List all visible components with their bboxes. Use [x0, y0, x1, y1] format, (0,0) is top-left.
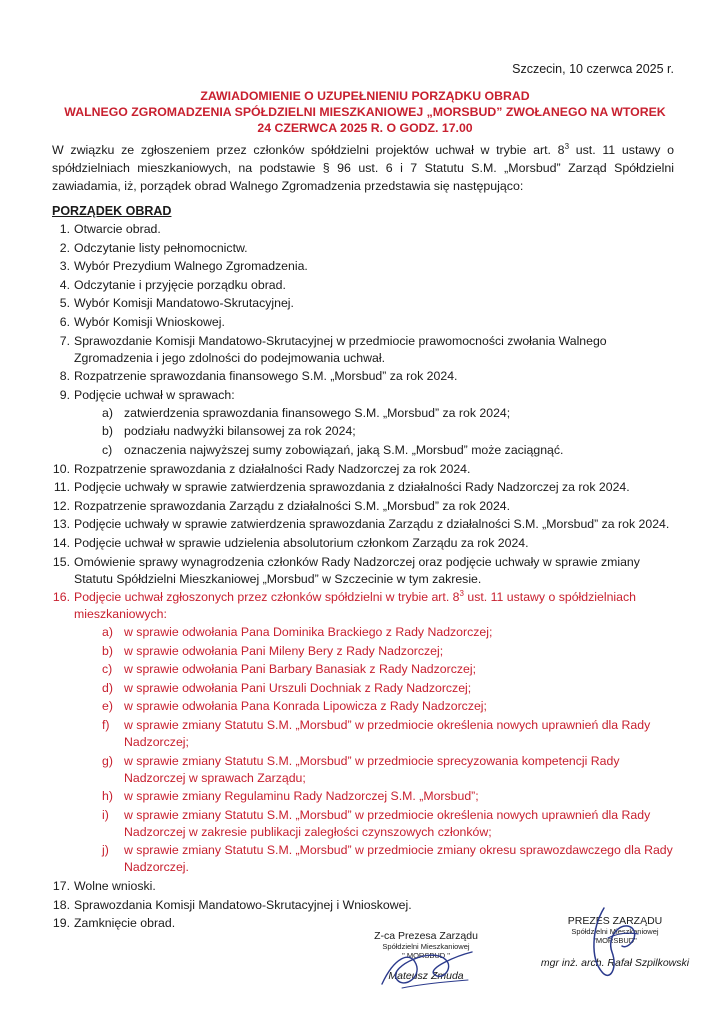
item-text: Podjęcie uchwały w sprawie zatwierdzenia sprawozdania Zarządu z działalności S.M. „Morsbud” za rok 2024. — [74, 517, 670, 532]
item-text: Wybór Prezydium Walnego Zgromadzenia. — [74, 259, 308, 274]
sub-item-letter: f) — [102, 718, 110, 733]
agenda-item — [52, 221, 676, 238]
item-text: Rozpatrzenie sprawozdania z działalności Rady Nadzorczej za rok 2024. — [74, 461, 471, 476]
item-superscript: 3 — [459, 589, 464, 598]
sub-item — [74, 788, 676, 805]
item-number: 5. — [59, 296, 70, 311]
signature-role: PREZES ZARZĄDU — [567, 915, 663, 927]
agenda-item — [52, 516, 676, 533]
item-text: Wybór Komisji Wnioskowej. — [74, 314, 225, 329]
item-number: 18. — [52, 897, 70, 912]
sub-item-letter: d) — [102, 680, 113, 695]
sub-item-text: w sprawie odwołania Pana Dominika Brackiego z Rady Nadzorczej; — [124, 625, 493, 640]
agenda-item — [52, 258, 676, 275]
sub-item — [74, 807, 676, 841]
item-number: 6. — [59, 314, 70, 329]
item-text-1: Podjęcie uchwał zgłoszonych przez członków spółdzielni w trybie art. 8 — [74, 590, 460, 605]
date-line: Szczecin, 10 czerwca 2025 r. — [512, 62, 674, 76]
sub-item-letter: i) — [102, 807, 109, 822]
item-text: Podjęcie uchwał w sprawach: — [74, 387, 235, 402]
agenda-item — [52, 498, 676, 515]
sub-item-text: w sprawie zmiany Statutu S.M. „Morsbud” w przedmiocie zmiany okresu sprawozdawczego dla Rady Nadzorczej. — [124, 843, 673, 875]
item-number: 11. — [53, 480, 70, 495]
title-line-1: ZAWIADOMIENIE O UZUPEŁNIENIU PORZĄDKU OBRAD — [200, 89, 530, 103]
item-text-2: ust. 11 ustawy o spółdzielniach mieszkaniowych: — [74, 590, 636, 622]
signature-block-vice-president — [356, 930, 496, 982]
signature-org-line-2: " MORSBUD " — [402, 951, 450, 960]
signature-role: Z-ca Prezesa Zarządu — [374, 930, 478, 942]
sub-list — [74, 405, 676, 459]
sub-item-text: w sprawie zmiany Regulaminu Rady Nadzorczej S.M. „Morsbud”; — [124, 789, 479, 804]
sub-item — [74, 442, 676, 459]
sub-item-text: w sprawie odwołania Pani Barbary Banasiak z Rady Nadzorczej; — [124, 662, 476, 677]
agenda-item — [52, 295, 676, 312]
agenda-item — [52, 461, 676, 478]
item-number: 4. — [59, 277, 70, 292]
agenda-item — [52, 535, 676, 552]
sub-item-text: zatwierdzenia sprawozdania finansowego S.M. „Morsbud” za rok 2024; — [124, 405, 511, 420]
agenda-heading: PORZĄDEK OBRAD — [52, 204, 172, 218]
item-text: Rozpatrzenie sprawozdania Zarządu z działalności S.M. „Morsbud” za rok 2024. — [74, 498, 511, 513]
sub-list — [74, 624, 676, 876]
agenda-item — [52, 387, 676, 459]
signature-org-line-1: Spółdzielni Mieszkaniowej — [571, 927, 659, 936]
sub-item-letter: h) — [102, 789, 113, 804]
sub-item-text: w sprawie zmiany Statutu S.M. „Morsbud” w przedmiocie określenia nowych uprawnień dla Rady Nadzorczej; — [124, 718, 651, 750]
item-text: Sprawozdanie Komisji Mandatowo-Skrutacyjnej w przedmiocie prawomocności zwołania Walnego Zgromadzenia i jego zdolności do podejmowania uchwał. — [74, 333, 607, 365]
item-text: Odczytanie i przyjęcie porządku obrad. — [74, 277, 286, 292]
item-number: 2. — [59, 240, 70, 255]
sub-item-text: podziału nadwyżki bilansowej za rok 2024; — [124, 424, 356, 439]
sub-item-text: w sprawie zmiany Statutu S.M. „Morsbud” w przedmiocie sprecyzowania kompetencji Rady Nadzorczej w sprawach Zarządu; — [124, 753, 620, 785]
item-number: 14. — [52, 535, 70, 550]
intro-text-2: ust. 11 ustawy o spółdzielniach mieszkaniowych, na podstawie § 96 ust. 6 i 7 Statutu S.M. „Morsbud” Zarząd Spółdzielni zawiadamia, iż, porządek obrad Walnego Zgromadzenia przedstawia się następująco: — [52, 143, 674, 193]
item-text: Zamknięcie obrad. — [74, 916, 176, 931]
sub-item — [74, 842, 676, 876]
agenda-item — [52, 277, 676, 294]
agenda-item — [52, 479, 676, 496]
signature-org-line-1: Spółdzielni Mieszkaniowej — [382, 942, 470, 951]
sub-item-text: oznaczenia najwyższej sumy zobowiązań, jaką S.M. „Morsbud” może zaciągnąć. — [124, 442, 564, 457]
item-text: Odczytanie listy pełnomocnictw. — [74, 240, 248, 255]
item-text: Podjęcie uchwał w sprawie udzielenia absolutorium członkom Zarządu za rok 2024. — [74, 535, 529, 550]
sub-item-text: w sprawie zmiany Statutu S.M. „Morsbud” w przedmiocie określenia nowych uprawnień dla Rady Nadzorczej w zakresie publikacji zaległości czynszowych członków; — [124, 807, 651, 839]
agenda-item — [52, 240, 676, 257]
sub-item-letter: e) — [102, 699, 113, 714]
intro-text-1: W związku ze zgłoszeniem przez członków spółdzielni projektów uchwał w trybie art. 8 — [52, 143, 565, 157]
sub-item — [74, 717, 676, 751]
intro-superscript: 3 — [564, 141, 570, 151]
item-number: 19. — [52, 916, 70, 931]
signature-name: mgr inż. arch. Rafał Szpilkowski — [540, 957, 690, 969]
item-number: 7. — [59, 333, 70, 348]
sub-item — [74, 698, 676, 715]
item-number: 3. — [59, 259, 70, 274]
item-text: Podjęcie uchwały w sprawie zatwierdzenia sprawozdania z działalności Rady Nadzorczej za rok 2024. — [74, 480, 630, 495]
sub-item-letter: c) — [102, 442, 113, 457]
agenda-item — [52, 897, 676, 914]
item-text: Wybór Komisji Mandatowo-Skrutacyjnej. — [74, 296, 294, 311]
item-number: 13. — [52, 517, 70, 532]
signature-name: Mateusz Zmuda — [388, 970, 464, 982]
agenda-item — [52, 368, 676, 385]
sub-item-letter: j) — [102, 843, 109, 858]
notice-title — [40, 88, 690, 136]
item-text: Otwarcie obrad. — [74, 222, 161, 236]
intro-paragraph — [52, 141, 674, 195]
agenda-item — [52, 554, 676, 588]
item-number: 10. — [52, 461, 70, 476]
item-number: 17. — [52, 879, 70, 894]
sub-item-letter: c) — [102, 662, 113, 677]
agenda-item — [52, 878, 676, 895]
sub-item-letter: b) — [102, 424, 113, 439]
sub-item — [74, 405, 676, 422]
signature-block-president — [530, 915, 700, 969]
sub-item — [74, 423, 676, 440]
sub-item-text: w sprawie odwołania Pana Konrada Lipowicza z Rady Nadzorczej; — [124, 699, 487, 714]
sub-item-text: w sprawie odwołania Pani Mileny Bery z Rady Nadzorczej; — [124, 643, 444, 658]
item-text: Sprawozdania Komisji Mandatowo-Skrutacyjnej i Wnioskowej. — [74, 897, 412, 912]
item-number: 9. — [59, 387, 70, 402]
item-number: 1. — [59, 222, 70, 236]
sub-item — [74, 680, 676, 697]
item-text: Wolne wnioski. — [74, 879, 156, 894]
sub-item-letter: a) — [102, 405, 113, 420]
item-text: Rozpatrzenie sprawozdania finansowego S.M. „Morsbud” za rok 2024. — [74, 369, 458, 384]
agenda-item — [52, 333, 676, 367]
item-number: 8. — [59, 369, 70, 384]
item-text: Omówienie sprawy wynagrodzenia członków Rady Nadzorczej oraz podjęcie uchwały w sprawie zmiany Statutu Spółdzielni Mieszkaniowej „Morsbud” w Szczecinie w tym zakresie. — [74, 554, 640, 586]
title-line-2: WALNEGO ZGROMADZENIA SPÓŁDZIELNI MIESZKANIOWEJ „MORSBUD” ZWOŁANEGO NA WTOREK — [64, 105, 666, 119]
agenda-item-added — [52, 589, 676, 876]
title-line-3: 24 CZERWCA 2025 R. O GODZ. 17.00 — [257, 121, 473, 135]
sub-item — [74, 753, 676, 787]
sub-item — [74, 643, 676, 660]
sub-item-letter: g) — [102, 753, 113, 768]
agenda-item — [52, 314, 676, 331]
item-number: 15. — [52, 554, 70, 569]
sub-item — [74, 661, 676, 678]
sub-item-letter: b) — [102, 643, 113, 658]
agenda-list — [52, 221, 676, 934]
sub-item-letter: a) — [102, 625, 113, 640]
sub-item — [74, 624, 676, 641]
signature-org-line-2: "MORSBUD" — [593, 936, 637, 945]
sub-item-text: w sprawie odwołania Pani Urszuli Dochniak z Rady Nadzorczej; — [124, 680, 472, 695]
item-number: 12. — [52, 498, 70, 513]
item-number: 16. — [52, 590, 70, 605]
